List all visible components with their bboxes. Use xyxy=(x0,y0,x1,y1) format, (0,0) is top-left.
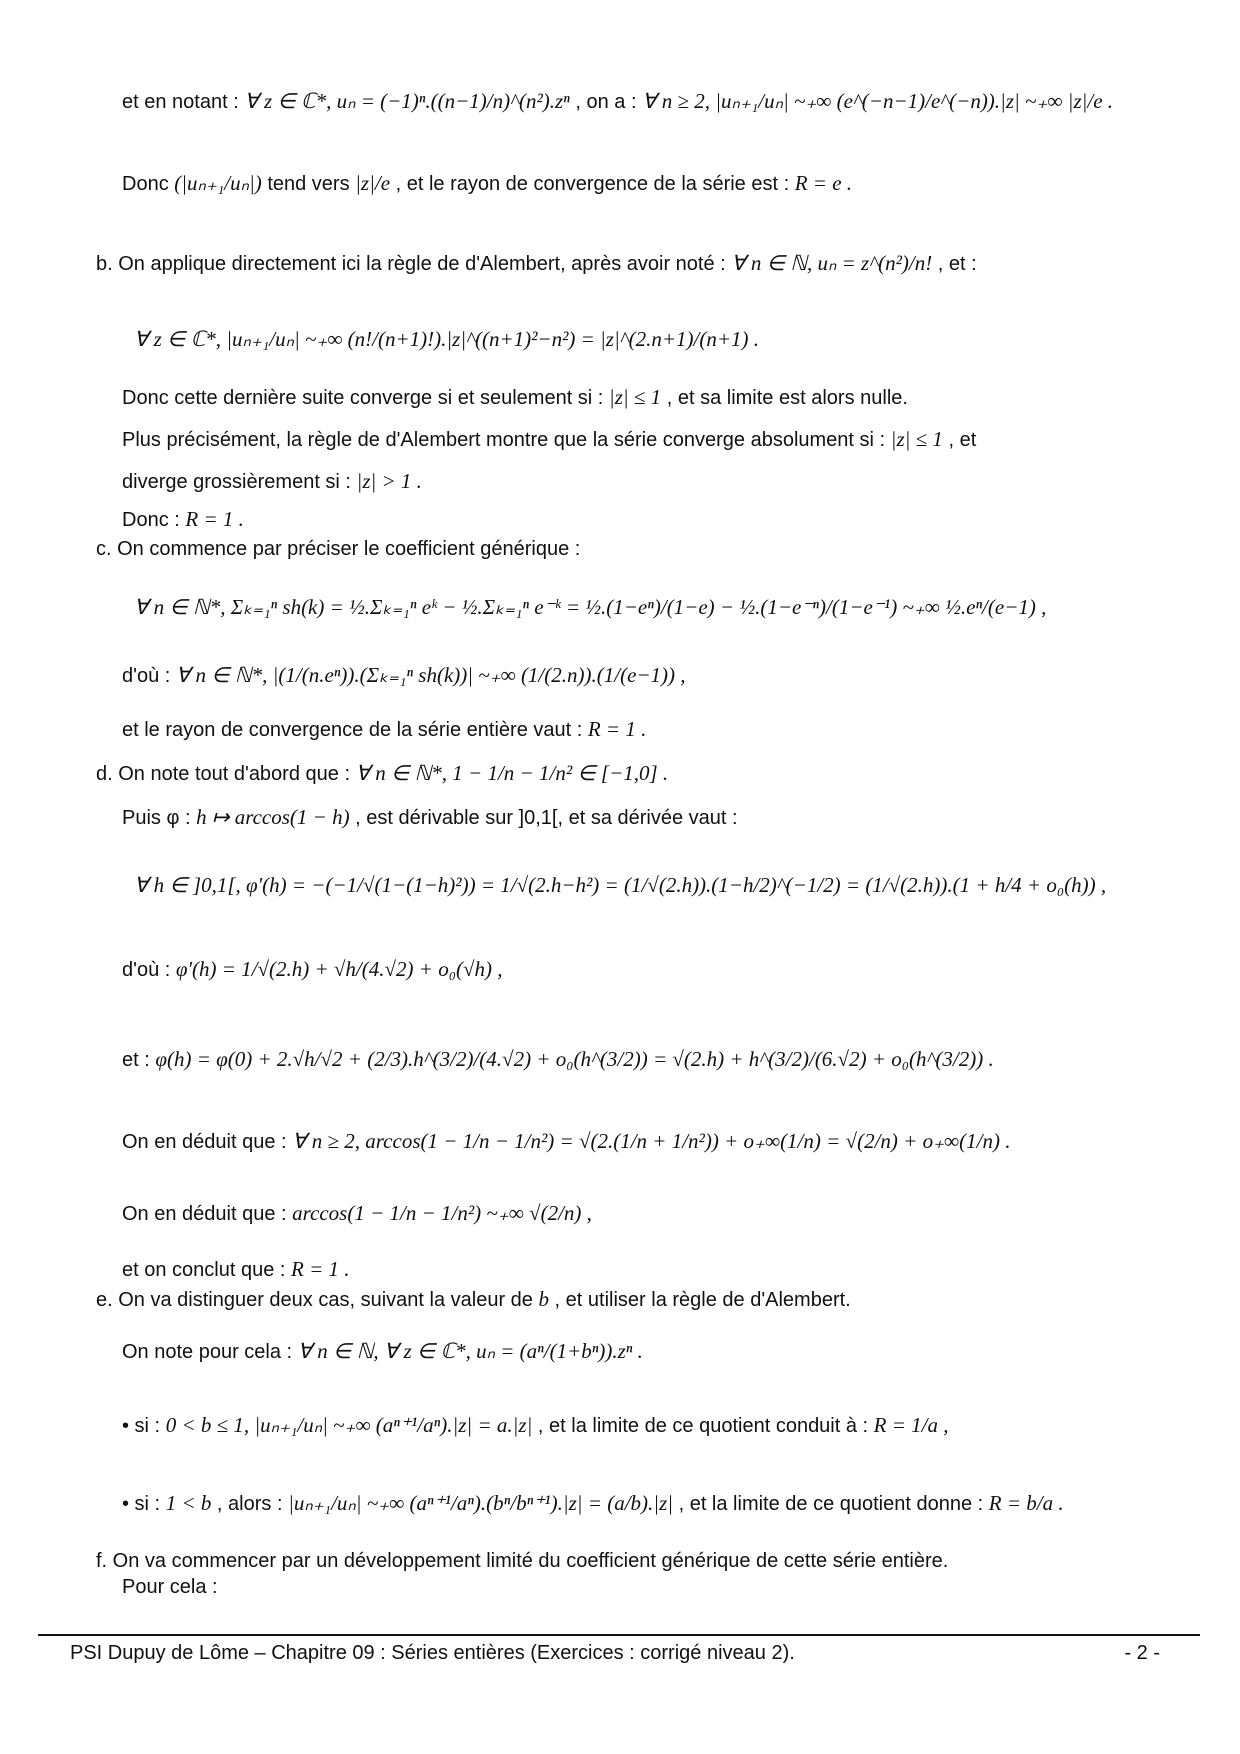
text-line xyxy=(122,1338,643,1365)
math-expression: R = 1 . xyxy=(291,1257,350,1281)
math-expression: h ↦ arccos(1 − h) xyxy=(196,805,350,829)
line-label: On note pour cela : xyxy=(122,1341,293,1363)
math-expression: ∀ n ∈ ℕ*, Σₖ₌₁ⁿ sh(k) = ½.Σₖ₌₁ⁿ eᵏ − ½.Σₖ₌₁ⁿ e⁻ᵏ = ½.(1−eⁿ)/(1−e) − ½.(1−e⁻ⁿ)/(1−e⁻¹) ~₊∞ ½.eⁿ/(e−1) , xyxy=(134,595,1047,619)
line-text: , et : xyxy=(937,253,977,275)
footer-divider xyxy=(38,1634,1200,1636)
math-expression: ∀ z ∈ ℂ*, |uₙ₊₁/uₙ| ~₊∞ (n!/(n+1)!).|z|^((n+1)²−n²) = |z|^(2.n+1)/(n+1) . xyxy=(134,327,760,351)
line-label: et on conclut que : xyxy=(122,1259,286,1281)
math-expression: (|uₙ₊₁/uₙ|) xyxy=(174,171,262,195)
page-number: - 2 - xyxy=(1124,1642,1160,1664)
text-line xyxy=(122,1490,1064,1517)
line-label: Pour cela : xyxy=(122,1576,218,1598)
text-line xyxy=(122,384,908,411)
math-expression: |z| > 1 . xyxy=(356,469,422,493)
math-expression: R = e . xyxy=(794,171,853,195)
math-expression: |z| ≤ 1 xyxy=(608,385,662,409)
text-line xyxy=(122,1574,218,1600)
text-line xyxy=(122,956,503,983)
math-expression: R = 1/a , xyxy=(873,1413,949,1437)
math-expression: arccos(1 − 1/n − 1/n²) ~₊∞ √(2/n) , xyxy=(292,1201,592,1225)
math-expression: R = 1 . xyxy=(587,717,647,741)
line-text: , et sa limite est alors nulle. xyxy=(666,387,908,409)
line-text: , et le rayon de convergence de la série est : xyxy=(395,173,790,195)
line-text: tend vers xyxy=(267,173,350,195)
math-expression: ∀ n ∈ ℕ*, |(1/(n.eⁿ)).(Σₖ₌₁ⁿ sh(k))| ~₊∞ (1/(2.n)).(1/(e−1)) , xyxy=(175,663,686,687)
text-line xyxy=(122,1412,949,1439)
line-label: • si : xyxy=(122,1493,161,1515)
line-label: f. On va commencer par un développement limité du coefficient générique de cette série entière. xyxy=(96,1550,949,1572)
math-expression: ∀ z ∈ ℂ*, uₙ = (−1)ⁿ.((n−1)/n)^(n²).zⁿ xyxy=(244,89,570,113)
line-text: , et la limite de ce quotient conduit à : xyxy=(537,1415,869,1437)
text-line xyxy=(134,594,1046,621)
line-label: d. On note tout d'abord que : xyxy=(96,763,351,785)
text-line xyxy=(122,506,244,533)
text-line xyxy=(134,326,759,353)
math-expression: ∀ n ≥ 2, |uₙ₊₁/uₙ| ~₊∞ (e^(−n−1)/e^(−n)).|z| ~₊∞ |z|/e . xyxy=(642,89,1114,113)
text-line xyxy=(122,1200,592,1227)
math-expression: 1 < b xyxy=(165,1491,212,1515)
text-line xyxy=(134,872,1106,899)
line-label: et en notant : xyxy=(122,91,239,113)
math-expression: ∀ n ∈ ℕ, ∀ z ∈ ℂ*, uₙ = (aⁿ/(1+bⁿ)).zⁿ . xyxy=(297,1339,643,1363)
text-line xyxy=(122,662,686,689)
math-expression: ∀ h ∈ ]0,1[, φ'(h) = −(−1/√(1−(1−h)²)) = 1/√(2.h−h²) = (1/√(2.h)).(1−h/2)^(−1/2) = (1/√(2.h)).(1 + h/4 + o₀(h)) , xyxy=(134,873,1107,897)
line-text: , et utiliser la règle de d'Alembert. xyxy=(554,1289,851,1311)
text-line xyxy=(96,760,668,787)
line-text: , on a : xyxy=(575,91,637,113)
math-expression: 0 < b ≤ 1, |uₙ₊₁/uₙ| ~₊∞ (aⁿ⁺¹/aⁿ).|z| = a.|z| xyxy=(165,1413,533,1437)
line-label: e. On va distinguer deux cas, suivant la valeur de xyxy=(96,1289,533,1311)
math-expression: b xyxy=(538,1287,549,1311)
math-expression: ∀ n ≥ 2, arccos(1 − 1/n − 1/n²) = √(2.(1/n + 1/n²)) + o₊∞(1/n) = √(2/n) + o₊∞(1/n) . xyxy=(292,1129,1011,1153)
line-label: Donc : xyxy=(122,509,180,531)
text-line xyxy=(122,1256,350,1283)
math-expression: ∀ n ∈ ℕ*, 1 − 1/n − 1/n² ∈ [−1,0] . xyxy=(355,761,669,785)
math-expression: |z|/e xyxy=(355,171,391,195)
line-label: c. On commence par préciser le coefficient générique : xyxy=(96,538,581,560)
math-expression: φ(h) = φ(0) + 2.√h/√2 + (2/3).h^(3/2)/(4.√2) + o₀(h^(3/2)) = √(2.h) + h^(3/2)/(6.√2) + o₀(h^(3/2)) . xyxy=(155,1047,994,1071)
line-label: d'où : xyxy=(122,665,171,687)
line-label: On en déduit que : xyxy=(122,1131,287,1153)
text-line xyxy=(96,250,977,277)
line-label: Plus précisément, la règle de d'Alembert montre que la série converge absolument si : xyxy=(122,429,886,451)
text-line xyxy=(122,804,738,831)
text-line xyxy=(122,170,852,197)
line-label: et le rayon de convergence de la série entière vaut : xyxy=(122,719,583,741)
line-label: diverge grossièrement si : xyxy=(122,471,351,493)
line-label: • si : xyxy=(122,1415,161,1437)
line-text: , est dérivable sur ]0,1[, et sa dérivée vaut : xyxy=(355,807,738,829)
text-line xyxy=(96,1548,948,1574)
math-expression: R = 1 . xyxy=(185,507,244,531)
line-label: d'où : xyxy=(122,959,171,981)
text-line xyxy=(122,426,976,453)
text-line xyxy=(122,88,1113,115)
text-line xyxy=(96,536,580,562)
math-expression: |uₙ₊₁/uₙ| ~₊∞ (aⁿ⁺¹/aⁿ).(bⁿ/bⁿ⁺¹).|z| = (a/b).|z| xyxy=(288,1491,674,1515)
line-label: On en déduit que : xyxy=(122,1203,287,1225)
line-label: Donc cette dernière suite converge si et seulement si : xyxy=(122,387,604,409)
text-line xyxy=(122,468,422,495)
text-line xyxy=(96,1286,851,1313)
math-expression: R = b/a . xyxy=(988,1491,1064,1515)
line-label: b. On applique directement ici la règle de d'Alembert, après avoir noté : xyxy=(96,253,726,275)
line-text: , alors : xyxy=(216,1493,283,1515)
math-expression: |z| ≤ 1 xyxy=(890,427,943,451)
math-expression: ∀ n ∈ ℕ, uₙ = z^(n²)/n! xyxy=(731,251,933,275)
text-line xyxy=(122,716,646,743)
text-line xyxy=(122,1046,994,1073)
line-label: et : xyxy=(122,1049,150,1071)
line-text: , et xyxy=(948,429,977,451)
line-text: , et la limite de ce quotient donne : xyxy=(678,1493,984,1515)
text-line xyxy=(122,1128,1010,1155)
math-expression: φ'(h) = 1/√(2.h) + √h/(4.√2) + o₀(√h) , xyxy=(175,957,503,981)
line-label: Puis φ : xyxy=(122,807,191,829)
line-label: Donc xyxy=(122,173,169,195)
footer-title: PSI Dupuy de Lôme – Chapitre 09 : Séries entières (Exercices : corrigé niveau 2). xyxy=(70,1642,795,1664)
